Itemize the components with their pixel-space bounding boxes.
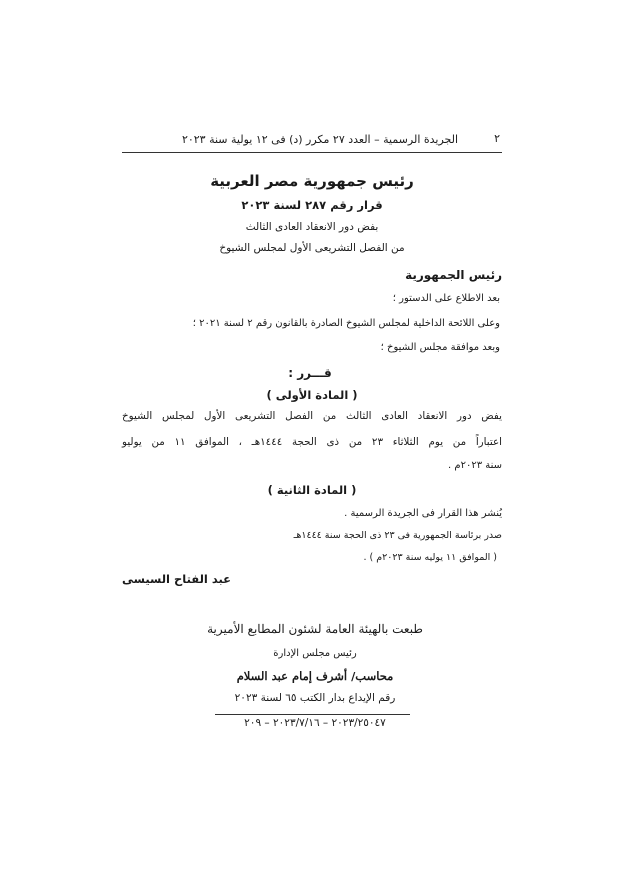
chairman-name: محاسب/ أشرف إمام عبد السلام bbox=[236, 669, 394, 683]
decree-issuer: رئيس جمهورية مصر العربية bbox=[210, 172, 414, 190]
article-2-line: يُنشر هذا القرار فى الجريدة الرسمية . bbox=[344, 508, 502, 519]
article-1-line: يفض دور الانعقاد العادى الثالث من الفصل التشريعى الأول لمجلس الشيوخ bbox=[122, 410, 502, 422]
decided-heading: قـــرر : bbox=[288, 366, 332, 380]
decree-subject-line-1: بفض دور الانعقاد العادى الثالث bbox=[245, 221, 379, 233]
deposit-number: رقم الإيداع بدار الكتب ٦٥ لسنة ٢٠٢٣ bbox=[234, 692, 396, 704]
article-1-line: اعتباراً من يوم الثلاثاء ٢٣ من ذى الحجة ١٤٤٤هـ ، الموافق ١١ من يوليو bbox=[122, 436, 503, 448]
print-code: ٢٠٢٣/٢٥٠٤٧ – ٢٠٢٣/٧/١٦ – ٢٠٩ bbox=[244, 717, 386, 729]
header-rule bbox=[122, 152, 502, 153]
issued-equivalent: ( الموافق ١١ يوليه سنة ٢٠٢٣م ) . bbox=[363, 552, 497, 563]
decree-subject-line-2: من الفصل التشريعى الأول لمجلس الشيوخ bbox=[219, 242, 405, 254]
article-2-title: ( المادة الثانية ) bbox=[267, 483, 357, 497]
signature: عبد الفتاح السيسى bbox=[122, 572, 232, 586]
article-1-line: سنة ٢٠٢٣م . bbox=[448, 460, 502, 471]
imprint-rule bbox=[215, 714, 410, 715]
president-label: رئيس الجمهورية bbox=[405, 268, 502, 282]
preamble-line: بعد الاطلاع على الدستور ؛ bbox=[392, 293, 500, 304]
running-title: الجريدة الرسمية – العدد ٢٧ مكرر (د) فى ١٢ يولية سنة ٢٠٢٣ bbox=[181, 133, 459, 146]
printer-line: طبعت بالهيئة العامة لشئون المطابع الأميرية bbox=[207, 622, 423, 636]
page-number: ٢ bbox=[494, 132, 500, 145]
preamble-line: وعلى اللائحة الداخلية لمجلس الشيوخ الصادرة بالقانون رقم ٢ لسنة ٢٠٢١ ؛ bbox=[192, 318, 500, 329]
decree-number: قرار رقم ٢٨٧ لسنة ٢٠٢٣ bbox=[241, 198, 383, 212]
board-title: رئيس مجلس الإدارة bbox=[273, 648, 357, 659]
preamble-line: وبعد موافقة مجلس الشيوخ ؛ bbox=[380, 342, 500, 353]
article-1-title: ( المادة الأولى ) bbox=[266, 388, 358, 402]
issued-line: صدر برئاسة الجمهورية فى ٢٣ ذى الحجة سنة ١٤٤٤هـ bbox=[293, 530, 502, 541]
